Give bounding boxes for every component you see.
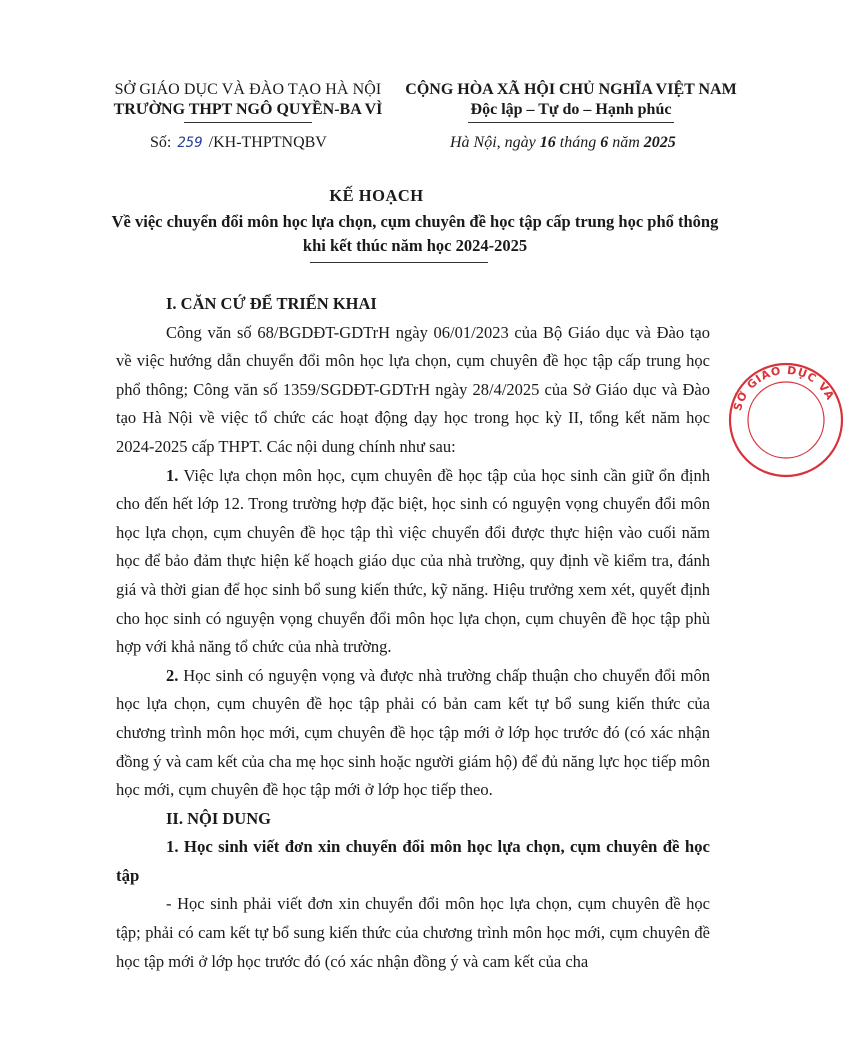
subject-underline — [310, 262, 488, 263]
red-seal-stamp — [726, 360, 846, 480]
date-year-word: năm — [612, 134, 640, 151]
agency-name: SỞ GIÁO DỤC VÀ ĐÀO TẠO HÀ NỘI — [114, 81, 382, 98]
item-1-number: 1. — [166, 465, 179, 485]
date-month-word: tháng — [559, 134, 597, 151]
document-subject: Về việc chuyển đổi môn học lựa chọn, cụm chuyên đề học tập cấp trung học phổ thông khi kết thúc năm học 2024-2025 — [111, 212, 719, 255]
doc-number-suffix: /KH-THPTNQBV — [208, 134, 327, 151]
seal-inner-ring — [748, 382, 824, 458]
item-2-number: 2. — [166, 665, 179, 685]
date-year: 2025 — [643, 134, 676, 151]
item-2 — [116, 662, 710, 805]
item-2-text: Học sinh có nguyện vọng và được nhà trường chấp thuận cho chuyển đổi môn học lựa chọn, cụm chuyên đề học tập phải có bản cam kết tự bổ sung kiến thức của chương trình môn học mới, cụm chuyên đề học tập mới ở lớp học trước đó (có xác nhận đồng ý và cam kết của cha mẹ học sinh hoặc người giám hộ) để đủ năng lực học tiếp môn học mới, cụm chuyên đề học tập mới ở lớp học tiếp theo. — [116, 665, 710, 800]
national-motto: Độc lập – Tự do – Hạnh phúc — [470, 101, 672, 118]
date-month: 6 — [600, 134, 609, 151]
doc-number-prefix: Số: — [150, 134, 172, 151]
date-prefix: Hà Nội, ngày — [450, 134, 536, 151]
doc-number-value: 259 — [177, 135, 203, 151]
document-number — [150, 134, 327, 152]
section-1-heading: I. CĂN CỨ ĐỂ TRIỂN KHAI — [166, 294, 377, 313]
seal-text-path: SỞ GIÁO DỤC VÀ — [730, 363, 837, 413]
issue-date — [450, 134, 676, 152]
nation-name: CỘNG HÒA XÃ HỘI CHỦ NGHĨA VIỆT NAM — [405, 81, 737, 98]
section-2-sub1-text: - Học sinh phải viết đơn xin chuyển đổi môn học lựa chọn, cụm chuyên đề học tập; phải có cam kết tự bổ sung kiến thức của chương trình môn học mới, cụm chuyên đề học tập mới ở lớp học trước đó (có xác nhận đồng ý và cam kết của cha — [116, 894, 710, 971]
motto-underline — [468, 122, 674, 123]
item-1-text: Việc lựa chọn môn học, cụm chuyên đề học tập của học sinh cần giữ ổn định cho đến hết lớp 12. Trong trường hợp đặc biệt, học sinh có nguyện vọng chuyển đổi môn học lựa chọn, cụm chuyên đề học tập thì việc chuyển đổi được thực hiện vào cuối năm học để bảo đảm thực hiện kế hoạch giáo dục của nhà trường, quy định về kiểm tra, đánh giá và thời gian để học sinh bổ sung kiến thức, kỹ năng. Hiệu trưởng xem xét, quyết định cho học sinh có nguyện vọng chuyển đổi môn học lựa chọn, cụm chuyên đề học tập phù hợp với khả năng tổ chức của nhà trường. — [116, 465, 710, 657]
section-2-heading: II. NỘI DUNG — [166, 808, 271, 828]
national-header — [400, 80, 742, 123]
section-2-subheading-1: 1. Học sinh viết đơn xin chuyển đổi môn học lựa chọn, cụm chuyên đề học tập — [116, 837, 710, 885]
document-type: KẾ HOẠCH — [329, 186, 424, 205]
date-day: 16 — [539, 134, 556, 151]
issuing-authority — [96, 80, 400, 123]
school-name: TRƯỜNG THPT NGÔ QUYỀN-BA VÌ — [113, 101, 383, 118]
item-1 — [116, 462, 710, 662]
document-body — [116, 290, 710, 976]
school-underline — [184, 122, 312, 123]
section-1-intro: Công văn số 68/BGDĐT-GDTrH ngày 06/01/2023 của Bộ Giáo dục và Đào tạo về việc hướng dẫn chuyển đổi môn học lựa chọn, cụm chuyên đề học tập cấp trung học phổ thông; Công văn số 1359/SGDĐT-GDTrH ngày 28/4/2025 của Sở Giáo dục và Đào tạo Hà Nội về việc tổ chức các hoạt động dạy học trong học kỳ II, tổng kết năm học 2024-2025 cấp THPT. Các nội dung chính như sau: — [116, 322, 710, 456]
